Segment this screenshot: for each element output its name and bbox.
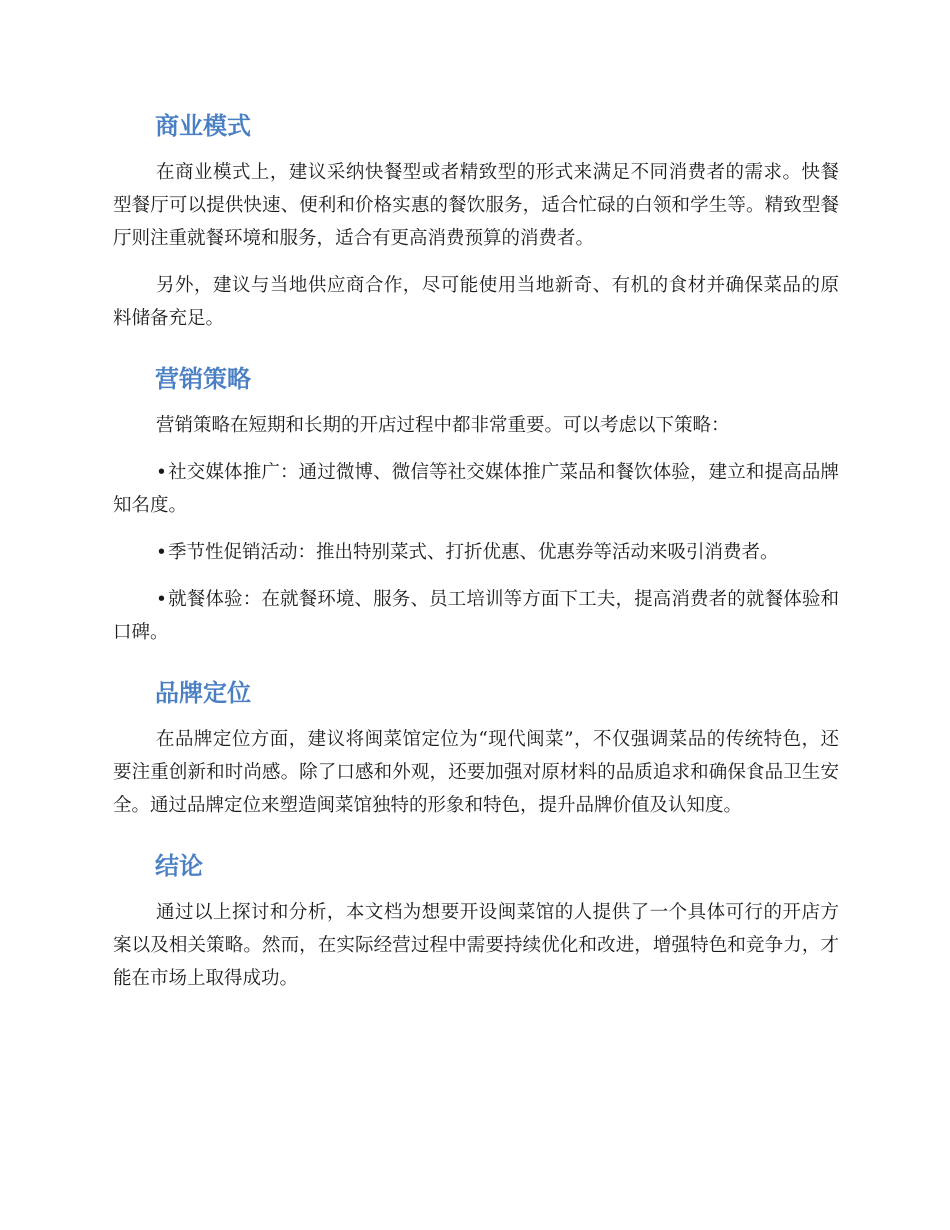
paragraph: 在品牌定位方面，建议将闽菜馆定位为“现代闽菜”，不仅强调菜品的传统特色，还要注重创新和时尚感。除了口感和外观，还要加强对原材料的品质追求和确保食品卫生安全。通过品牌定位来塑造闽菜馆独特的形象和特色，提升品牌价值及认知度。: [113, 729, 839, 816]
section-title: 商业模式: [155, 112, 251, 140]
section-conclusion: [113, 836, 839, 995]
bullet-text: 社交媒体推广：通过微博、微信等社交媒体推广菜品和餐饮体验，建立和提高品牌知名度。: [113, 462, 839, 516]
section-title: 品牌定位: [155, 679, 251, 707]
paragraph: 通过以上探讨和分析，本文档为想要开设闽菜馆的人提供了一个具体可行的开店方案以及相关策略。然而，在实际经营过程中需要持续优化和改进，增强特色和竞争力，才能在市场上取得成功。: [113, 902, 839, 989]
bullet-text: 季节性促销活动：推出特别菜式、打折优惠、优惠券等活动来吸引消费者。: [168, 542, 779, 563]
bullet-icon: •: [156, 589, 167, 610]
bullet-icon: •: [156, 462, 167, 483]
bullet-text: 就餐体验：在就餐环境、服务、员工培训等方面下工夫，提高消费者的就餐体验和口碑。: [113, 589, 839, 643]
bullet-item: [113, 583, 839, 649]
bullet-icon: •: [156, 542, 167, 563]
paragraph: 另外，建议与当地供应商合作，尽可能使用当地新奇、有机的食材并确保菜品的原料储备充足。: [113, 275, 839, 329]
paragraph: 营销策略在短期和长期的开店过程中都非常重要。可以考虑以下策略：: [156, 415, 730, 436]
section-title: 结论: [155, 852, 203, 880]
bullet-item: [113, 536, 839, 569]
section-title: 营销策略: [155, 365, 251, 393]
section-marketing-strategy: [113, 349, 839, 649]
bullet-item: [113, 456, 839, 522]
document-page: [113, 96, 839, 1009]
section-brand-positioning: [113, 663, 839, 822]
section-business-model: [113, 96, 839, 335]
paragraph: 在商业模式上，建议采纳快餐型或者精致型的形式来满足不同消费者的需求。快餐型餐厅可以提供快速、便利和价格实惠的餐饮服务，适合忙碌的白领和学生等。精致型餐厅则注重就餐环境和服务，适合有更高消费预算的消费者。: [113, 162, 839, 249]
